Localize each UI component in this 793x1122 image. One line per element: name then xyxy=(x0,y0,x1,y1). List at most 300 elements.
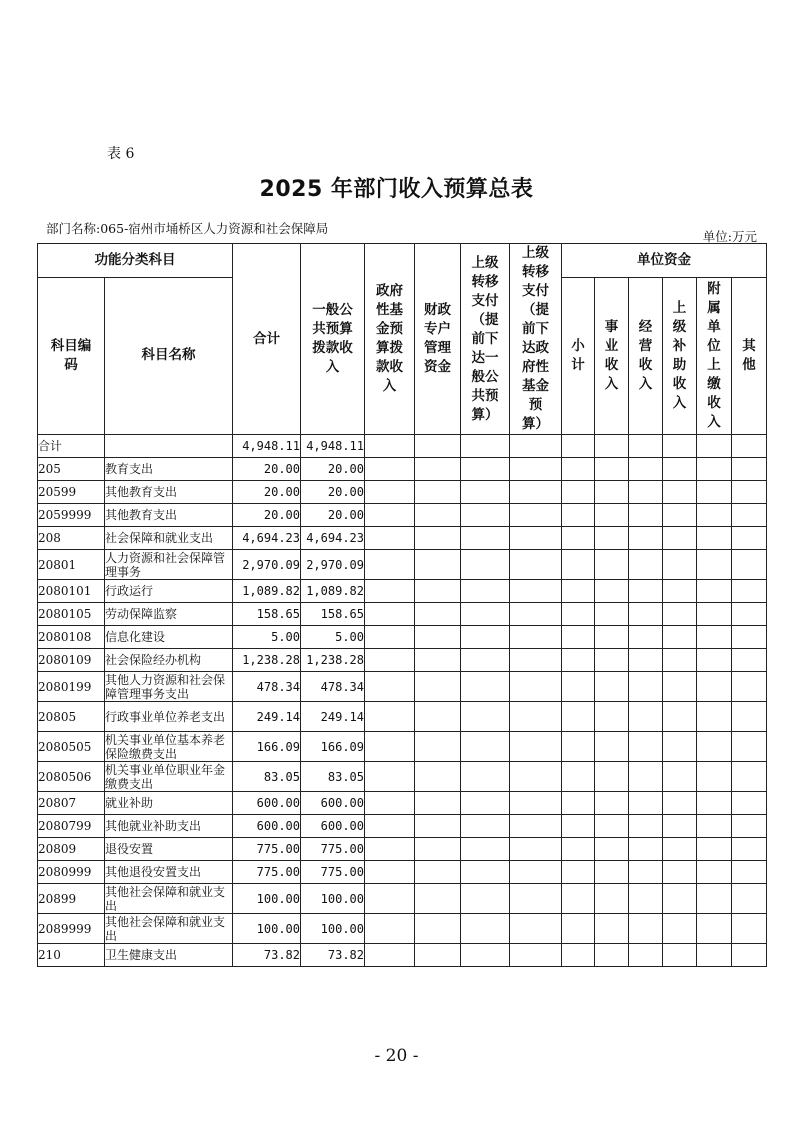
cell-name: 卫生健康支出 xyxy=(105,944,233,967)
cell-empty xyxy=(461,527,510,550)
cell-empty xyxy=(510,914,562,944)
cell-code: 20807 xyxy=(38,792,105,815)
cell-empty xyxy=(461,792,510,815)
cell-total: 100.00 xyxy=(233,884,301,914)
cell-empty xyxy=(415,527,461,550)
table-row xyxy=(38,861,767,884)
cell-empty xyxy=(732,626,767,649)
cell-empty xyxy=(562,944,595,967)
cell-general: 4,694.23 xyxy=(301,527,365,550)
cell-empty xyxy=(510,435,562,458)
cell-name: 信息化建设 xyxy=(105,626,233,649)
cell-total: 775.00 xyxy=(233,861,301,884)
table-row xyxy=(38,504,767,527)
cell-empty xyxy=(365,580,415,603)
cell-empty xyxy=(732,861,767,884)
cell-code: 20899 xyxy=(38,884,105,914)
header-transfer-fund: 上级转移支付（提前下达政府性基金预算） xyxy=(510,244,562,435)
cell-empty xyxy=(461,626,510,649)
cell-general: 20.00 xyxy=(301,458,365,481)
cell-empty xyxy=(510,944,562,967)
cell-empty xyxy=(732,458,767,481)
cell-empty xyxy=(461,702,510,732)
header-gov-fund: 政府性基金预算拨款收入 xyxy=(365,244,415,435)
cell-empty xyxy=(732,603,767,626)
cell-empty xyxy=(732,504,767,527)
cell-empty xyxy=(595,481,629,504)
cell-total: 83.05 xyxy=(233,762,301,792)
cell-general: 2,970.09 xyxy=(301,550,365,580)
cell-empty xyxy=(365,762,415,792)
cell-empty xyxy=(562,792,595,815)
cell-empty xyxy=(415,884,461,914)
cell-code: 2080108 xyxy=(38,626,105,649)
cell-empty xyxy=(629,481,663,504)
cell-empty xyxy=(461,944,510,967)
cell-empty xyxy=(562,732,595,762)
cell-empty xyxy=(365,884,415,914)
cell-empty xyxy=(663,792,697,815)
cell-empty xyxy=(595,672,629,702)
cell-general: 478.34 xyxy=(301,672,365,702)
cell-empty xyxy=(415,702,461,732)
cell-empty xyxy=(562,626,595,649)
header-transfer-general: 上级转移支付（提前下达一般公共预算） xyxy=(461,244,510,435)
cell-name: 其他就业补助支出 xyxy=(105,815,233,838)
cell-total: 20.00 xyxy=(233,458,301,481)
cell-empty xyxy=(415,458,461,481)
cell-empty xyxy=(562,815,595,838)
cell-general: 600.00 xyxy=(301,815,365,838)
cell-empty xyxy=(562,649,595,672)
cell-code: 2080999 xyxy=(38,861,105,884)
cell-general: 1,238.28 xyxy=(301,649,365,672)
cell-empty xyxy=(562,481,595,504)
cell-empty xyxy=(629,914,663,944)
cell-empty xyxy=(732,527,767,550)
cell-empty xyxy=(415,580,461,603)
cell-empty xyxy=(732,838,767,861)
cell-total: 73.82 xyxy=(233,944,301,967)
cell-empty xyxy=(732,580,767,603)
cell-empty xyxy=(595,884,629,914)
cell-empty xyxy=(415,732,461,762)
cell-empty xyxy=(415,481,461,504)
cell-empty xyxy=(562,884,595,914)
cell-general: 5.00 xyxy=(301,626,365,649)
cell-empty xyxy=(629,649,663,672)
cell-empty xyxy=(415,672,461,702)
cell-empty xyxy=(697,838,732,861)
cell-empty xyxy=(663,527,697,550)
cell-total: 478.34 xyxy=(233,672,301,702)
cell-empty xyxy=(697,580,732,603)
cell-empty xyxy=(629,504,663,527)
cell-name: 机关事业单位基本养老保险缴费支出 xyxy=(105,732,233,762)
cell-total: 158.65 xyxy=(233,603,301,626)
cell-name: 其他社会保障和就业支出 xyxy=(105,884,233,914)
cell-empty xyxy=(510,762,562,792)
cell-empty xyxy=(415,649,461,672)
cell-empty xyxy=(663,626,697,649)
header-general: 一般公共预算拨款收入 xyxy=(301,244,365,435)
cell-empty xyxy=(365,504,415,527)
header-code: 科目编码 xyxy=(38,277,105,434)
cell-total: 600.00 xyxy=(233,815,301,838)
cell-code: 210 xyxy=(38,944,105,967)
cell-empty xyxy=(562,914,595,944)
cell-code: 合计 xyxy=(38,435,105,458)
cell-empty xyxy=(732,762,767,792)
cell-empty xyxy=(697,550,732,580)
cell-code: 2080799 xyxy=(38,815,105,838)
cell-empty xyxy=(562,603,595,626)
department-name: 部门名称:065-宿州市埇桥区人力资源和社会保障局 xyxy=(46,221,329,236)
cell-code: 208 xyxy=(38,527,105,550)
cell-name: 人力资源和社会保障管理事务 xyxy=(105,550,233,580)
cell-empty xyxy=(732,815,767,838)
cell-empty xyxy=(663,672,697,702)
cell-general: 20.00 xyxy=(301,504,365,527)
table-row xyxy=(38,458,767,481)
cell-empty xyxy=(595,792,629,815)
cell-empty xyxy=(595,732,629,762)
cell-general: 1,089.82 xyxy=(301,580,365,603)
cell-name: 社会保障和就业支出 xyxy=(105,527,233,550)
cell-name: 社会保险经办机构 xyxy=(105,649,233,672)
cell-empty xyxy=(697,481,732,504)
cell-empty xyxy=(365,649,415,672)
cell-empty xyxy=(663,815,697,838)
cell-empty xyxy=(562,762,595,792)
cell-empty xyxy=(629,672,663,702)
cell-empty xyxy=(595,702,629,732)
cell-empty xyxy=(415,435,461,458)
table-number-label: 表 6 xyxy=(107,146,135,162)
cell-empty xyxy=(595,838,629,861)
cell-empty xyxy=(629,626,663,649)
cell-general: 158.65 xyxy=(301,603,365,626)
cell-total: 1,238.28 xyxy=(233,649,301,672)
cell-empty xyxy=(415,504,461,527)
cell-empty xyxy=(415,838,461,861)
table-row xyxy=(38,626,767,649)
cell-code: 20809 xyxy=(38,838,105,861)
cell-empty xyxy=(365,914,415,944)
cell-empty xyxy=(510,504,562,527)
cell-empty xyxy=(629,435,663,458)
table-row xyxy=(38,580,767,603)
cell-empty xyxy=(732,884,767,914)
cell-empty xyxy=(732,435,767,458)
table-row xyxy=(38,672,767,702)
cell-empty xyxy=(697,603,732,626)
cell-empty xyxy=(461,732,510,762)
cell-empty xyxy=(697,884,732,914)
cell-empty xyxy=(365,550,415,580)
cell-empty xyxy=(595,861,629,884)
cell-empty xyxy=(510,603,562,626)
header-func-class: 功能分类科目 xyxy=(38,244,233,278)
cell-empty xyxy=(562,702,595,732)
cell-empty xyxy=(732,481,767,504)
cell-empty xyxy=(415,944,461,967)
cell-general: 100.00 xyxy=(301,914,365,944)
cell-empty xyxy=(365,626,415,649)
cell-empty xyxy=(663,481,697,504)
cell-empty xyxy=(365,792,415,815)
cell-empty xyxy=(595,603,629,626)
cell-total: 20.00 xyxy=(233,481,301,504)
cell-name: 其他社会保障和就业支出 xyxy=(105,914,233,944)
cell-empty xyxy=(595,550,629,580)
cell-empty xyxy=(629,762,663,792)
cell-empty xyxy=(595,762,629,792)
cell-empty xyxy=(663,914,697,944)
cell-empty xyxy=(629,603,663,626)
cell-empty xyxy=(595,580,629,603)
cell-general: 20.00 xyxy=(301,481,365,504)
cell-empty xyxy=(595,504,629,527)
cell-empty xyxy=(461,815,510,838)
cell-empty xyxy=(562,861,595,884)
cell-empty xyxy=(562,838,595,861)
cell-empty xyxy=(629,550,663,580)
income-budget-table xyxy=(37,243,767,967)
header-affiliated: 附属单位上缴收入 xyxy=(697,277,732,434)
table-row xyxy=(38,944,767,967)
cell-empty xyxy=(562,527,595,550)
cell-empty xyxy=(697,649,732,672)
cell-empty xyxy=(629,458,663,481)
cell-empty xyxy=(697,435,732,458)
cell-empty xyxy=(510,626,562,649)
cell-empty xyxy=(562,672,595,702)
cell-empty xyxy=(595,458,629,481)
cell-empty xyxy=(461,603,510,626)
header-other: 其他 xyxy=(732,277,767,434)
cell-total: 5.00 xyxy=(233,626,301,649)
cell-empty xyxy=(365,603,415,626)
cell-empty xyxy=(697,504,732,527)
cell-empty xyxy=(732,732,767,762)
cell-general: 775.00 xyxy=(301,861,365,884)
cell-empty xyxy=(663,702,697,732)
cell-total: 166.09 xyxy=(233,732,301,762)
cell-empty xyxy=(697,527,732,550)
cell-empty xyxy=(732,649,767,672)
cell-empty xyxy=(663,732,697,762)
cell-total: 4,948.11 xyxy=(233,435,301,458)
cell-general: 100.00 xyxy=(301,884,365,914)
cell-empty xyxy=(697,944,732,967)
cell-empty xyxy=(415,815,461,838)
cell-total: 600.00 xyxy=(233,792,301,815)
cell-empty xyxy=(510,732,562,762)
table-row xyxy=(38,815,767,838)
cell-empty xyxy=(595,527,629,550)
cell-empty xyxy=(365,435,415,458)
cell-code: 2059999 xyxy=(38,504,105,527)
cell-empty xyxy=(629,702,663,732)
cell-empty xyxy=(562,550,595,580)
cell-empty xyxy=(461,762,510,792)
cell-general: 4,948.11 xyxy=(301,435,365,458)
cell-empty xyxy=(629,527,663,550)
table-body xyxy=(38,435,767,967)
cell-general: 249.14 xyxy=(301,702,365,732)
cell-total: 20.00 xyxy=(233,504,301,527)
cell-code: 2080505 xyxy=(38,732,105,762)
header-fiscal: 财政专户管理资金 xyxy=(415,244,461,435)
cell-empty xyxy=(510,649,562,672)
cell-empty xyxy=(461,458,510,481)
cell-empty xyxy=(629,861,663,884)
cell-empty xyxy=(461,504,510,527)
cell-empty xyxy=(461,435,510,458)
cell-empty xyxy=(510,792,562,815)
cell-empty xyxy=(461,649,510,672)
cell-name: 行政事业单位养老支出 xyxy=(105,702,233,732)
cell-empty xyxy=(562,504,595,527)
cell-total: 4,694.23 xyxy=(233,527,301,550)
cell-empty xyxy=(365,944,415,967)
cell-empty xyxy=(510,527,562,550)
cell-empty xyxy=(562,435,595,458)
cell-empty xyxy=(365,672,415,702)
cell-empty xyxy=(365,702,415,732)
table-row xyxy=(38,838,767,861)
cell-empty xyxy=(461,481,510,504)
table-row xyxy=(38,603,767,626)
cell-empty xyxy=(629,884,663,914)
cell-empty xyxy=(697,672,732,702)
cell-empty xyxy=(732,702,767,732)
cell-empty xyxy=(595,815,629,838)
cell-empty xyxy=(415,914,461,944)
cell-empty xyxy=(461,884,510,914)
header-operating: 经营收入 xyxy=(629,277,663,434)
cell-empty xyxy=(595,914,629,944)
table-row xyxy=(38,884,767,914)
cell-empty xyxy=(663,861,697,884)
cell-empty xyxy=(510,702,562,732)
cell-empty xyxy=(663,550,697,580)
cell-empty xyxy=(732,672,767,702)
cell-empty xyxy=(365,838,415,861)
cell-general: 83.05 xyxy=(301,762,365,792)
unit-label: 单位:万元 xyxy=(702,229,757,244)
cell-total: 2,970.09 xyxy=(233,550,301,580)
cell-empty xyxy=(562,458,595,481)
cell-empty xyxy=(461,580,510,603)
cell-empty xyxy=(697,861,732,884)
cell-empty xyxy=(629,944,663,967)
cell-code: 20801 xyxy=(38,550,105,580)
cell-empty xyxy=(629,792,663,815)
cell-name: 其他教育支出 xyxy=(105,481,233,504)
cell-code: 20599 xyxy=(38,481,105,504)
cell-name: 机关事业单位职业年金缴费支出 xyxy=(105,762,233,792)
cell-empty xyxy=(629,838,663,861)
cell-empty xyxy=(732,944,767,967)
header-superior: 上级补助收入 xyxy=(663,277,697,434)
cell-empty xyxy=(510,458,562,481)
cell-empty xyxy=(510,815,562,838)
cell-empty xyxy=(629,580,663,603)
cell-empty xyxy=(461,550,510,580)
cell-empty xyxy=(595,649,629,672)
cell-empty xyxy=(461,672,510,702)
cell-code: 2080199 xyxy=(38,672,105,702)
cell-empty xyxy=(697,702,732,732)
cell-name: 教育支出 xyxy=(105,458,233,481)
cell-empty xyxy=(697,732,732,762)
cell-empty xyxy=(663,603,697,626)
cell-empty xyxy=(415,792,461,815)
cell-empty xyxy=(415,626,461,649)
cell-empty xyxy=(697,458,732,481)
cell-code: 2080506 xyxy=(38,762,105,792)
table-row xyxy=(38,792,767,815)
cell-empty xyxy=(415,603,461,626)
cell-total: 1,089.82 xyxy=(233,580,301,603)
cell-empty xyxy=(510,672,562,702)
table-row xyxy=(38,550,767,580)
cell-empty xyxy=(365,458,415,481)
cell-name xyxy=(105,435,233,458)
cell-code: 2080101 xyxy=(38,580,105,603)
cell-name: 行政运行 xyxy=(105,580,233,603)
cell-empty xyxy=(697,626,732,649)
cell-empty xyxy=(510,838,562,861)
cell-empty xyxy=(663,944,697,967)
cell-empty xyxy=(365,732,415,762)
table-row xyxy=(38,435,767,458)
header-name: 科目名称 xyxy=(105,277,233,434)
cell-empty xyxy=(415,550,461,580)
cell-empty xyxy=(697,762,732,792)
cell-total: 100.00 xyxy=(233,914,301,944)
cell-empty xyxy=(663,435,697,458)
cell-name: 就业补助 xyxy=(105,792,233,815)
cell-total: 249.14 xyxy=(233,702,301,732)
cell-empty xyxy=(365,861,415,884)
header-business: 事业收入 xyxy=(595,277,629,434)
page-number: - 20 - xyxy=(374,1046,419,1066)
table-row xyxy=(38,732,767,762)
header-unit-funds: 单位资金 xyxy=(562,244,767,278)
cell-empty xyxy=(562,580,595,603)
cell-empty xyxy=(510,884,562,914)
cell-empty xyxy=(510,481,562,504)
cell-empty xyxy=(663,838,697,861)
cell-empty xyxy=(663,884,697,914)
cell-general: 166.09 xyxy=(301,732,365,762)
cell-empty xyxy=(415,762,461,792)
cell-empty xyxy=(629,732,663,762)
cell-name: 退役安置 xyxy=(105,838,233,861)
cell-empty xyxy=(663,762,697,792)
cell-empty xyxy=(461,838,510,861)
table-row xyxy=(38,914,767,944)
cell-empty xyxy=(595,435,629,458)
cell-general: 775.00 xyxy=(301,838,365,861)
page-title: 2025 年部门收入预算总表 xyxy=(259,177,534,202)
table-row xyxy=(38,702,767,732)
cell-total: 775.00 xyxy=(233,838,301,861)
header-subtotal: 小计 xyxy=(562,277,595,434)
